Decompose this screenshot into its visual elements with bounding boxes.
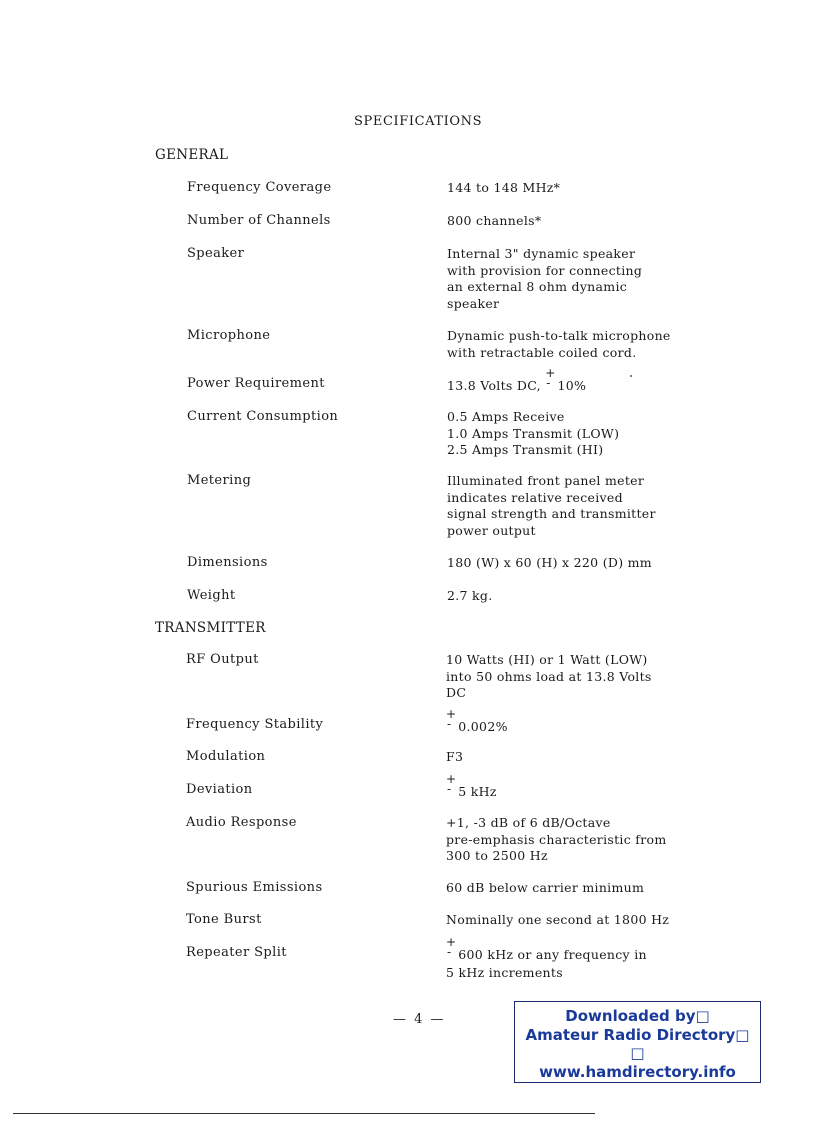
spec-label-speaker: Speaker <box>187 246 245 261</box>
plus-minus-symbol: + - <box>446 772 457 796</box>
page-number: — 4 — <box>393 1012 446 1027</box>
spec-label-microphone: Microphone <box>187 328 271 343</box>
download-url-link[interactable]: www.hamdirectory.info <box>539 1062 736 1081</box>
section-heading-general: GENERAL <box>155 147 229 163</box>
plus-minus-symbol: + - <box>545 366 556 390</box>
download-line-2: Amateur Radio Directory□ <box>525 1025 750 1044</box>
spec-value-spurious-emissions: 60 dB below carrier minimum <box>446 880 645 895</box>
spec-label-weight: Weight <box>187 588 236 603</box>
spec-value-microphone: Dynamic push-to-talk microphone with retractable coiled cord. <box>447 328 671 360</box>
scan-speck <box>630 375 632 377</box>
bottom-divider <box>13 1113 595 1114</box>
spec-value-number-of-channels: 800 channels* <box>447 213 542 228</box>
spec-value-frequency-coverage: 144 to 148 MHz* <box>447 180 561 195</box>
spec-value-deviation: + - 5 kHz <box>446 772 497 799</box>
download-line-3: □ <box>630 1044 645 1062</box>
spec-label-current-consumption: Current Consumption <box>187 409 339 424</box>
spec-label-frequency-coverage: Frequency Coverage <box>187 180 332 195</box>
spec-value-speaker: Internal 3" dynamic speaker with provision for connecting an external 8 ohm dynamic speaker <box>447 246 643 311</box>
spec-label-number-of-channels: Number of Channels <box>187 213 331 228</box>
spec-value-current-consumption: 0.5 Amps Receive 1.0 Amps Transmit (LOW) 2.5 Amps Transmit (HI) <box>447 409 620 457</box>
page-title: SPECIFICATIONS <box>354 114 483 129</box>
spec-label-repeater-split: Repeater Split <box>186 945 287 960</box>
spec-label-frequency-stability: Frequency Stability <box>186 717 324 732</box>
spec-value-power-requirement: 13.8 Volts DC, + - 10% <box>447 366 587 393</box>
spec-value-repeater-split: + - 600 kHz or any frequency in 5 kHz increments <box>446 935 647 980</box>
plus-minus-symbol: + - <box>446 707 457 731</box>
spec-value-rf-output: 10 Watts (HI) or 1 Watt (LOW) into 50 ohms load at 13.8 Volts DC <box>446 652 652 700</box>
download-watermark-box <box>514 1001 761 1083</box>
spec-value-frequency-stability: + - 0.002% <box>446 707 508 734</box>
spec-value-dimensions: 180 (W) x 60 (H) x 220 (D) mm <box>447 555 652 570</box>
spec-label-power-requirement: Power Requirement <box>187 376 325 391</box>
spec-label-metering: Metering <box>187 473 252 488</box>
spec-label-tone-burst: Tone Burst <box>186 912 262 927</box>
spec-label-spurious-emissions: Spurious Emissions <box>186 880 323 895</box>
plus-minus-symbol: + - <box>446 935 457 959</box>
spec-label-dimensions: Dimensions <box>187 555 268 570</box>
spec-label-modulation: Modulation <box>186 749 266 764</box>
spec-value-audio-response: +1, -3 dB of 6 dB/Octave pre-emphasis characteristic from 300 to 2500 Hz <box>446 815 667 863</box>
section-heading-transmitter: TRANSMITTER <box>155 620 266 636</box>
spec-label-rf-output: RF Output <box>186 652 259 667</box>
spec-value-modulation: F3 <box>446 749 464 764</box>
spec-label-audio-response: Audio Response <box>186 815 297 830</box>
spec-value-tone-burst: Nominally one second at 1800 Hz <box>446 912 670 927</box>
download-line-1: Downloaded by□ <box>565 1007 710 1025</box>
spec-value-metering: Illuminated front panel meter indicates relative received signal strength and transmitter power output <box>447 473 656 538</box>
spec-value-weight: 2.7 kg. <box>447 588 493 603</box>
spec-label-deviation: Deviation <box>186 782 253 797</box>
